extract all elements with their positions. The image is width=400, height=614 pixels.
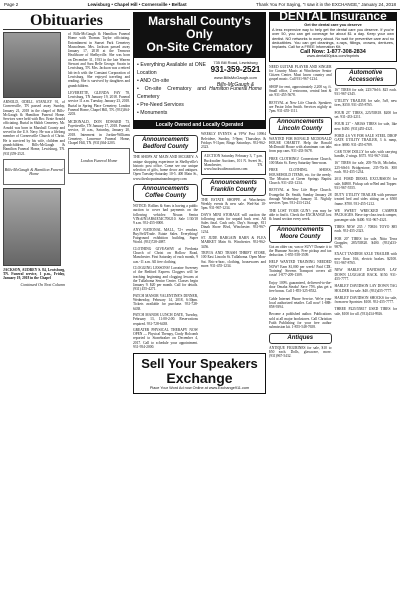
dental-subhead: Get the dental care you deserve [304, 23, 362, 28]
list-item: • Pre-Need Services [137, 102, 184, 108]
page-header [0, 0, 400, 10]
shop-rent-ad: SHOP for rent, approximately 2,200 sq. ft. Small office, 2 restrooms, central heat & air. 931-455-5678. [269, 84, 332, 98]
dental-text: A less expensive way to help get the dental care you deserve. If you're over 50, you can get coverage for about $1 a day. Keep your own dentist. NO networks to worry about. No wait for preventive care and no deductibles. You can get cleanings, x-rays, fillings, crowns, dentures, implants. Call for a FREE Information Kit. [272, 27, 394, 50]
auction-ad [201, 151, 266, 174]
marshall-address: 735 Bill Road, Lewisburg [213, 60, 258, 65]
coffee-ad-1: NOTICE: Rollins & Sons is having a public auction to cover bad payments on the following vehicles: Nissan Sentra VIN:#JN1AB61E54C700210. Sale 1/30/18 9 a.m. 931-455-0000. [133, 204, 198, 226]
marshall-firm: Bills-McGaugh & Hamilton Funeral Home [209, 81, 262, 93]
funeral-home-logo: Bills-McGaugh & Hamilton Funeral Home [3, 159, 65, 185]
auto-ad-9: DUTY UTILITY TRAILER with pressure treated bed and sides sitting on a 6500 frame. $700. 931-455-1212. [334, 193, 397, 206]
coffee-ad-3: CLOTHING GIVEAWAY at Fredonia Church of Christ on Hollow Road, Manchester. First Saturday of each month, 9 a.m.-11 a.m. All free clothing. [133, 246, 198, 264]
marshall-ad-body [133, 57, 266, 121]
obituaries-column [3, 12, 130, 287]
marshall-web: www.BillsMcGaugh.com [214, 74, 257, 80]
days-storage-ad: DAY'S MINI STORAGE will auction the following units for unpaid back rent. All Sales final. Cash only. Day's Storage, 811 Dinah Shore Blvd, Winchester. 931-967-1234. [201, 212, 266, 234]
dental-ad-heading: DENTAL Insurance [269, 12, 397, 20]
jackson-photo [3, 188, 61, 266]
marshall-contact [209, 61, 262, 117]
auto-ad-3: FOUR 23" TIRES, 225/55R18. $200 for set. 931-433-2211. [334, 110, 397, 120]
coffee-section-heading: Announcements Coffee County [133, 184, 198, 202]
free-clothing-1: FREE CLOTHING! Cornerstone Church, 100 Main St. Every Saturday 9am-noon. [269, 156, 332, 165]
marshall-subtitle: On-Site Crematory [146, 40, 253, 54]
marshall-ad-banner [133, 12, 266, 57]
marshall-services-list [137, 61, 206, 117]
continued-note: Continued On Next Column [20, 281, 65, 287]
bedford-section-heading: Announcements Bedford County [133, 135, 198, 153]
auto-ad-11: TIRES NEW 235 / 70R16 TOYO $85 each. 931-455-2323. [334, 224, 397, 234]
weekly-events-ad: WEEKLY EVENTS at VFW Post 10904 Belvidere, Sunday, 5-9pm; Thursdays & Fridays 9-11pm; Bingo Saturdays. 931-962-2323. [201, 132, 266, 150]
lincoln-ad: WANTED FOR RONALD MCDONALD HOUSE CHARITY. Help the Ronald McDonald House with aluminum can tabs from pop cans. 931-433-5678. [269, 136, 332, 154]
mcdonald-obituary: MCDONALD, DON EDWARD 73, Fayetteville, TN January 17, 2018. Funeral service, 10 a.m., Saturday, January 20, 2018. Interment in Jordan-Williams Cemetery. Lawrence Funeral Home, Chapel Hill, TN. (931)364-2203. [68, 119, 130, 146]
franklin-section-heading: Announcements Franklin County [201, 178, 266, 196]
header-towns: Lewisburg • Chapel Hill • Cornersville • Belfast [87, 2, 187, 7]
free-clothing-2: FREE CLOTHING. SHOES, HOUSEHOLD ITEMS, etc. for the needy. The Mission at Green Springs Baptist Church. 931-433-1234. [269, 168, 332, 186]
jackson-obituary: JACKSON, AUDREY S. 84, Lewisburg, TN. Funeral service, 1 p.m., Friday, January 19, 2018 in the Chapel [3, 267, 65, 281]
patch-lunch-ad: PATCH MANOR LUNCH DATE, Tuesday, February 13, 11:00-2:00. Reservations required. 931-728-6438. [133, 312, 198, 326]
dental-phone: Call Now: 1-877-308-2834 [300, 48, 366, 55]
coffee-ad-2: ANY NATIONAL MALL, 72+ vendors. Buy/Sell/Trade. Estate Sales. Everything! Fairground exhibition building. Super World. (931)728-4087. [133, 227, 198, 245]
moore-ad: Got an older car, van or SUV? Donate it to the Humane Society. Free pickup and tax deduction. 1-855-558-3509. [269, 244, 332, 258]
arnold-obituary: ARNOLD, ODELL STANLEY 91, of Cornersville, TN passed away Sunday, January 21, 2018 in the chapel of Bills-McGaugh & Hamilton Funeral Home. Services were held with Bro. Ernie Arnold officiating. Burial in Shiloh Cemetery. Mr. Arnold was born in Marshall County and served in the U.S. Navy. He was a lifelong member of Cornersville Church of Christ. He is survived by his wife, children and grandchildren. Bills-McGaugh & Hamilton Funeral Home, Lewisburg, TN. (931)359-2521. [3, 100, 65, 156]
lincoln-section-heading: Announcements Lincoln County [269, 117, 332, 135]
jackson-obituary-continued: of Bills-McGaugh & Hamilton Funeral Home with Thomas Taylor officiating. Entombment in Sunset Park Cemetery Mausoleum. Mrs. Jackson passed away January 17, 2018 at the Tennova Healthcare of Shelbyville. She was born on December 31, 1933 in the late Warren Stewart and Sara Belle George. Swain in Lewisburg, TN. Mrs. Jackson was a retired lab tech with the Constant Corporation of Lewisburg. She enjoyed traveling and reading. She is survived by daughters and grandchildren. [68, 32, 130, 88]
auto-ad-2: UTILITY TRAILER for sale, 5x8, new tires, $350. 931-455-8765. [334, 99, 397, 108]
list-item: • Monuments [137, 110, 168, 116]
thrift-ad: ST. JUDE BARGAIN BARN & FLEA MARKET Main St. Winchester. 931-962-3456. [201, 236, 266, 249]
header-tagline: Thank You For Saying, "I saw it in the EXCHANGE," January 24, 2018 [255, 2, 396, 7]
lost-gun-ad: THE LOST YOUR GUN?: you may be able to find it. Check the EXCHANGE lost & found section every week. [269, 208, 332, 222]
coffee-ad-4: CLOGGING LESSONS! Lorraine Sweeney of the Bedford Express Cloggers will be teaching beginning and clogging lessons at the Tullahoma Senior Center. Classes begin January 9. $20 per month. Call for details. (931) 455-4271. [133, 265, 198, 292]
auction-text: AUCTION Saturday February 3, 7 p.m. Buckwalter Auctions, 101 N. Sweet St., Manchester, TN. www.buckwalterauctions.com [204, 154, 263, 172]
moore-section-heading: Announcements Moore County [269, 225, 332, 243]
auto-ad-5: FORD 4.6 V8 FOR SALE STEEL DROP GATE UTILITY TRAILER, 3 ft. ramp, nice. $800. 931-455-6789. [334, 133, 397, 147]
auto-ad-10: WE SWEET WRECKED CAMPER PACKAGES. Have top-class truck camper, passenger side. $400. 931-967-4321. [334, 209, 397, 222]
middle-column [133, 12, 266, 394]
auto-ad-6: CAR TOW DOLLY for sale, with carrying handle, 2 wings. $375. 931-967-3344. [334, 149, 397, 159]
revival-ad: REVIVAL at New Life Church. Speakers are Pastor John Smith. Services nightly at 7pm. 931-455-1111. [269, 100, 332, 114]
marshall-bottom-bar: Locally Owned and Locally Operated [133, 121, 266, 129]
bedford-ad: THE SHOPS AT MAIN AND MCGREY: A unique shopping experience in Shelbyville's historic post office. Come see our unique selection of gifts, home decor and antiques. Open Tuesday-Saturday 10-5. 400 Main St., www.theshopsatmainandmcgrey.com [133, 155, 198, 181]
list-item: • Everything Available at ONE Location [137, 62, 206, 76]
sell-speakers-ad [133, 353, 266, 393]
antiques-section-heading: Antiques [269, 333, 332, 344]
sell-line-2: Exchange [166, 370, 233, 387]
levereite-obituary: LEVERETTE, GLENDA FAY 78, Lewisburg, TN January 19, 2018. Funeral service 11 a.m. Tuesday, January 23, 2018. Burial in Spring Place Cemetery. London Funeral Home, Chapel Hill, TN. (931)364-2203. [68, 90, 130, 117]
need-guitar-ad: NEED GUITAR PLAYER AND SINGER for Country Music at Winchester Senior Citizen Center. Must know country and gospel music. Call 931-967-1234. [269, 64, 332, 82]
page-number: Page 2 [4, 2, 19, 7]
auto-ad-4: FOUR 23" - ARIAS TIRES for sale, like new. $450. (931)455-4321. [334, 122, 397, 131]
list-item: • On-site Crematory and Cemetery [137, 86, 206, 100]
auto-ad-12: FOR 20" TIRES for sale, Nitto Terra Grappler, 285/55R20. $400. (931)433-9876. [334, 236, 397, 250]
auto-ad-7: 16" TIRES for sale, 205-70r16, Michelin, 225-60r16 Bridgestone, 235-70r16. $50 each. 931-455-1234. [334, 161, 397, 174]
sell-line-1: Sell Your Speakers [141, 356, 258, 372]
london-funeral-logo: London Funeral Home [68, 148, 130, 174]
marshall-title: Marshall County's Only [148, 14, 251, 41]
obituaries-title: Obituaries [3, 12, 130, 30]
antique-ad: ANTIQUE FIGURINES for sale, $10 to $50 each. Dolls, glassware, more. (931)967-5432. [269, 345, 332, 359]
automotive-section-heading: Automotive Accessories [335, 68, 398, 86]
auto-ad-17: THREE P225/55R17 USED TIRES for sale, $100 for all. (931)434-9926. [334, 307, 397, 316]
auto-ad-15: HARLEY DAVIDSON LAY DOWN TAG HOLDER for sale. $40. (931)455-7777. [334, 284, 397, 293]
help-wanted-ad: HELP WANTED TRAINING NEEDED NOW! Earn $1,000 per week! Paid CDL Training! Stevens Transport covers all costs! 1-877-209-1309. [269, 260, 332, 278]
dental-ad-body [269, 20, 397, 61]
dental-web: www.dental50plus.com/tnprints [306, 54, 360, 59]
auto-ad-16: HARLEY DAVIDSON SHOCKS for sale, from new Sportster. $100. 931-455-7777. [334, 295, 397, 305]
arnold-photo [3, 32, 61, 98]
franklin-ad: THE ESTATE SHOPPE at Winchester. Weekly events & new sale. Wed-Sat 10-5pm. 931-967-1234. [201, 197, 266, 211]
list-item: • AND On-site [137, 78, 170, 84]
auto-ad-13: EXACT TANDEM AXLE TRAILER with new floor. 16ft, electric brakes. $2100. 931-967-8765. [334, 252, 397, 266]
sell-line-3: Place Your Word Ad now Online at www.Exchange911.com [149, 386, 250, 391]
marshall-phone: 931-359-2521 [210, 65, 261, 75]
cable-ad: Cable Internet Phone Service. We're your local authorized retailer. Call now! 1-888-858-9394. [269, 296, 332, 310]
trivia-trash-ad: TRIVIA AND TRASH THRIFT STORE, 100 East Lincoln St. Tullahoma. Open Mon-Sat. Bric-a-brac, clothing, housewares and more. 931-455-1234. [201, 250, 266, 268]
auto-ad-14: NEW HARLEY DAVIDSON LAY DOWN LUGGAGE RACK. $150. 931-455-7777. [334, 268, 397, 281]
omaha-ad: Enjoy 100% guaranteed, delivered-to-the-door Omaha Steaks! Save 75% plus get a free bonus. Call 1-855-325-8532. [269, 280, 332, 294]
greater-pt-ad: GREATER PHYSICAL THERAPY NOW OPEN — Physical Therapy, Cindy Holcomb reported to Stonebraker on December 4, 2017. Call to schedule your appointment. 931-954-2000. [133, 327, 198, 349]
patch-valentine-ad: PATCH MANOR VALENTINE'S DINNER, Wednesday, February 14, 2018, 6:30pm. Tickets available for purchase. 931-728-6438. [133, 293, 198, 311]
revival-ad-2: REVIVAL at New Life Hope Church. Evangelist Dr. Smith, Sunday January 28 through Wednesday January 31. Nightly services 7pm. 931-433-1234. [269, 188, 332, 206]
publish-ad: Become a published author. Publications sold at all major bookstores. Call Christian Faith Publishing for your free author submission kit. 1-855-548-7658. [269, 312, 332, 330]
right-column [269, 12, 397, 362]
auto-ad-8: 2011 FORD DIESEL EXCURSION for sale, $4800. Pickup cab w/Bed and Topper. 931-967-5555. [334, 177, 397, 190]
auto-ad-1: 16" TIRES for sale, 225/70r16. $25 each. 931-967-2345. [334, 87, 397, 96]
